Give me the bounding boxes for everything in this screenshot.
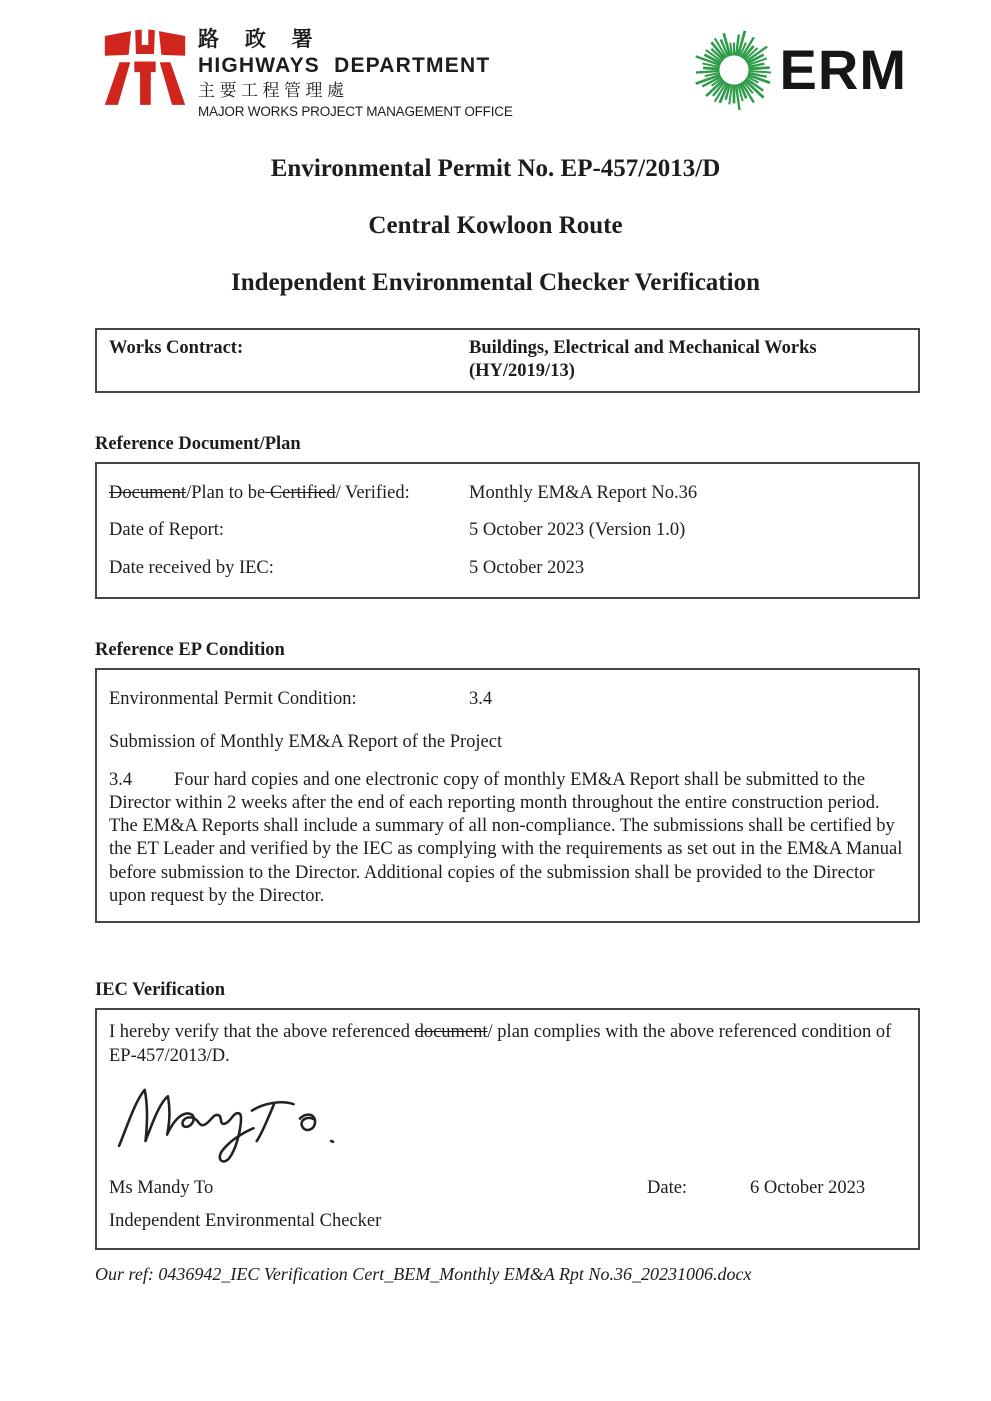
project-title: Central Kowloon Route (368, 211, 623, 239)
clause-text: Four hard copies and one electronic copy of monthly EM&A Report shall be submitted to the Director within 2 weeks after the end of each reporting month throughout the entire construction period. The EM&A Reports shall include a summary of all non-compliance. The submissions shall be certified by the ET Leader and verified by the IEC as complying with the requirements as set out in the EM&A Manual before submission to the Director. Additional copies of the submission shall be provided to the Director upon request by the Director. (109, 769, 903, 907)
signatory-title: Independent Environmental Checker (109, 1211, 382, 1232)
clause-number: 3.4 (109, 769, 133, 790)
label-text: / Verified: (335, 483, 410, 504)
date-of-report-label: Date of Report: (109, 520, 225, 541)
struck-word: Certified (265, 483, 336, 504)
works-contract-value: Buildings, Electrical and Mechanical Works (HY/2019/13) (469, 337, 826, 381)
highways-department-text (198, 27, 513, 119)
verification-statement (109, 1021, 906, 1068)
reference-document-heading: Reference Document/Plan (95, 434, 301, 455)
page-header (0, 0, 991, 119)
handwritten-signature-icon (109, 1077, 374, 1165)
works-contract-table (95, 328, 920, 394)
office-name-chinese: 主要工程管理處 (198, 81, 349, 100)
statement-text: I hereby verify that the above referenced (109, 1022, 415, 1043)
table-row (109, 679, 906, 716)
reference-document-table (95, 462, 920, 599)
ep-clause (109, 769, 906, 909)
date-received-label: Date received by IEC: (109, 557, 274, 578)
permit-number-title: Environmental Permit No. EP-457/2013/D (270, 154, 721, 182)
reference-ep-heading: Reference EP Condition (95, 639, 285, 660)
date-value: 6 October 2023 (750, 1177, 866, 1198)
struck-word: document (414, 1022, 488, 1043)
works-contract-row (109, 337, 906, 384)
dept-name-english: HIGHWAYS DEPARTMENT (198, 54, 491, 77)
erm-wordmark: ERM (779, 38, 907, 101)
highways-department-logo (104, 27, 513, 119)
label-text: /Plan to be (186, 483, 266, 504)
our-ref-line: Our ref: 0436942_IEC Verification Cert_BEM_Monthly EM&A Rpt No.36_20231006.docx (95, 1263, 752, 1284)
erm-logo (694, 30, 907, 110)
document-plan-label (109, 482, 469, 505)
table-row (109, 473, 906, 510)
document-plan-value: Monthly EM&A Report No.36 (469, 483, 698, 504)
works-contract-label: Works Contract: (109, 337, 244, 358)
ep-condition-subheading: Submission of Monthly EM&A Report of the Project (109, 732, 503, 753)
document-body (0, 328, 991, 1285)
table-row (109, 510, 906, 547)
iec-verification-box (95, 1008, 920, 1249)
highways-department-logo-icon (104, 27, 186, 109)
office-name-english: MAJOR WORKS PROJECT MANAGEMENT OFFICE (198, 104, 513, 119)
iec-verification-heading: IEC Verification (95, 980, 226, 1001)
date-of-report-value: 5 October 2023 (Version 1.0) (469, 520, 686, 541)
struck-word: Document (109, 483, 187, 504)
dept-name-chinese: 路 政 署 (198, 28, 323, 51)
verification-title: Independent Environmental Checker Verification (231, 268, 760, 296)
reference-ep-table (95, 668, 920, 923)
table-row (109, 548, 906, 585)
erm-sunburst-icon (694, 30, 774, 110)
signatory-row (109, 1177, 906, 1200)
ep-condition-label: Environmental Permit Condition: (109, 688, 357, 709)
signature (109, 1077, 906, 1159)
date-received-value: 5 October 2023 (469, 557, 585, 578)
ep-condition-value: 3.4 (469, 688, 493, 709)
signatory-name: Ms Mandy To (109, 1177, 214, 1198)
document-titles (0, 155, 991, 297)
statement-text: / plan complies with the above referenced condition of EP-457/2013/D. (109, 1022, 892, 1066)
date-label: Date: (647, 1177, 688, 1198)
